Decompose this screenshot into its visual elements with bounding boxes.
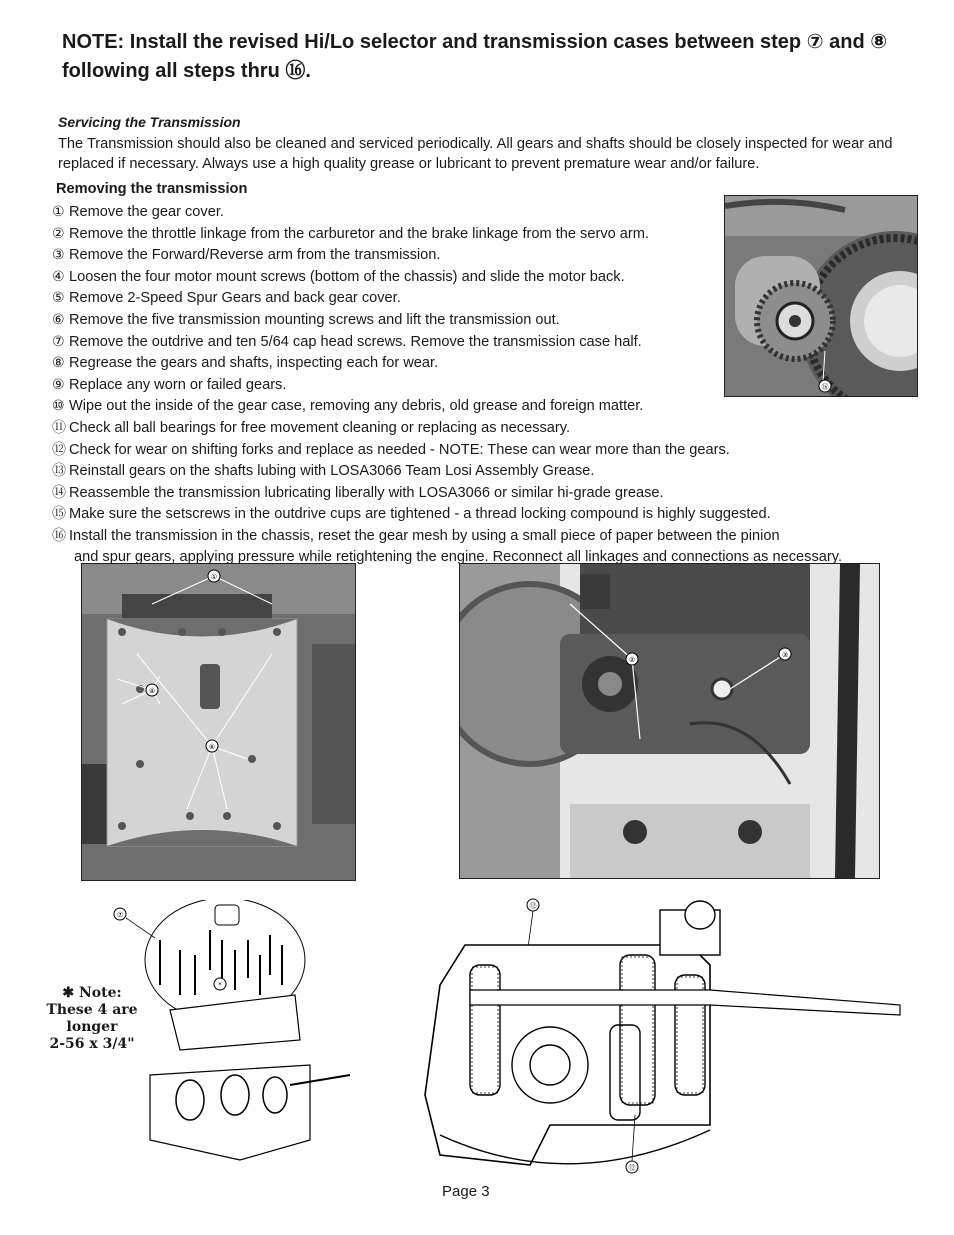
step-number: ⑫ (52, 440, 66, 457)
step-text: Replace any worn or failed gears. (69, 376, 287, 393)
step-16 (52, 525, 932, 567)
step-number: ⑭ (52, 483, 66, 500)
callout-6: ⑥ (208, 743, 216, 751)
page-number: Page 3 (442, 1183, 490, 1200)
chassis-underside-photo (81, 563, 356, 881)
screw-note-line-1: ✱ Note: (62, 985, 122, 1001)
servicing-paragraph: The Transmission should also be cleaned and serviced periodically. All gears and shafts should be closely inspected for wear and replaced if necessary. Always use a high quality grease or lubricant to prevent premature wear and/or failure. (58, 136, 893, 172)
step-number: ⑥ (52, 310, 65, 327)
step-number: ④ (52, 267, 65, 284)
callout-16: ⑯ (821, 383, 829, 391)
callout-12-top: ⑫ (529, 902, 537, 910)
step-13 (52, 460, 932, 482)
callout-3: ③ (781, 651, 789, 659)
step-text: Remove the five transmission mounting screws and lift the transmission out. (69, 311, 560, 328)
step-number: ⑮ (52, 505, 66, 522)
removing-heading: Removing the transmission (56, 181, 248, 197)
screw-length-note (30, 985, 154, 1053)
step-number: ② (52, 224, 65, 241)
step-number: ⑬ (52, 462, 66, 479)
step-text: Remove 2-Speed Spur Gears and back gear cover. (69, 290, 401, 307)
step-text: Wipe out the inside of the gear case, removing any debris, old grease and foreign matter. (69, 398, 644, 415)
screw-note-line-2: These 4 are (46, 1002, 138, 1018)
screw-note-line-3: longer (66, 1019, 118, 1035)
step-number: ⑧ (52, 354, 65, 371)
step-text: Reassemble the transmission lubricating liberally with LOSA3066 or similar hi-grade grease. (69, 484, 664, 501)
step-number: ⑤ (52, 289, 65, 306)
step-text-continued: and spur gears, applying pressure while retightening the engine. Reconnect all linkages and connections as necessary. (74, 548, 842, 565)
step-text: Make sure the setscrews in the outdrive cups are tightened - a thread locking compound is highly suggested. (69, 506, 771, 523)
step-text: Remove the Forward/Reverse arm from the transmission. (69, 247, 441, 264)
screw-note-line-4: 2-56 x 3/4" (49, 1036, 135, 1052)
step-text: Remove the outdrive and ten 5/64 cap head screws. Remove the transmission case half. (69, 333, 642, 350)
step-number: ⑩ (52, 397, 65, 414)
step-number: ③ (52, 246, 65, 263)
transmission-assembly-drawing (410, 895, 910, 1180)
step-text: Install the transmission in the chassis, reset the gear mesh by using a small piece of paper between the pinion (69, 527, 780, 544)
callout-2: ② (628, 656, 636, 664)
callout-1: ① (210, 573, 218, 581)
callout-star: * (218, 981, 222, 989)
step-15 (52, 503, 932, 525)
callout-12-bottom: ⑫ (628, 1164, 636, 1172)
engine-linkage-photo (459, 563, 880, 879)
gear-mesh-photo (724, 195, 918, 397)
step-14 (52, 482, 932, 504)
callout-4: ④ (148, 687, 156, 695)
step-number: ① (52, 203, 65, 219)
step-text: Remove the gear cover. (69, 204, 224, 220)
step-10 (52, 395, 932, 417)
step-text: Loosen the four motor mount screws (bottom of the chassis) and slide the motor back. (69, 268, 625, 285)
install-note: NOTE: Install the revised Hi/Lo selector and transmission cases between step ⑦ and ⑧ following all steps thru ⑯. (62, 31, 888, 82)
step-number: ⑯ (52, 526, 66, 543)
step-number: ⑨ (52, 375, 65, 392)
step-text: Regrease the gears and shafts, inspecting each for wear. (69, 355, 439, 372)
callout-7: ⑦ (116, 911, 124, 919)
step-text: Reinstall gears on the shafts lubing with LOSA3066 Team Losi Assembly Grease. (69, 463, 595, 480)
step-text: Check all ball bearings for free movement cleaning or replacing as necessary. (69, 419, 571, 436)
step-12 (52, 439, 932, 461)
step-11 (52, 417, 932, 439)
servicing-heading: Servicing the Transmission (58, 114, 241, 130)
step-number: ⑪ (52, 418, 66, 435)
step-text: Check for wear on shifting forks and replace as needed - NOTE: These can wear more than the gears. (69, 441, 730, 458)
step-number: ⑦ (52, 332, 65, 349)
step-text: Remove the throttle linkage from the carburetor and the brake linkage from the servo arm. (69, 225, 649, 242)
